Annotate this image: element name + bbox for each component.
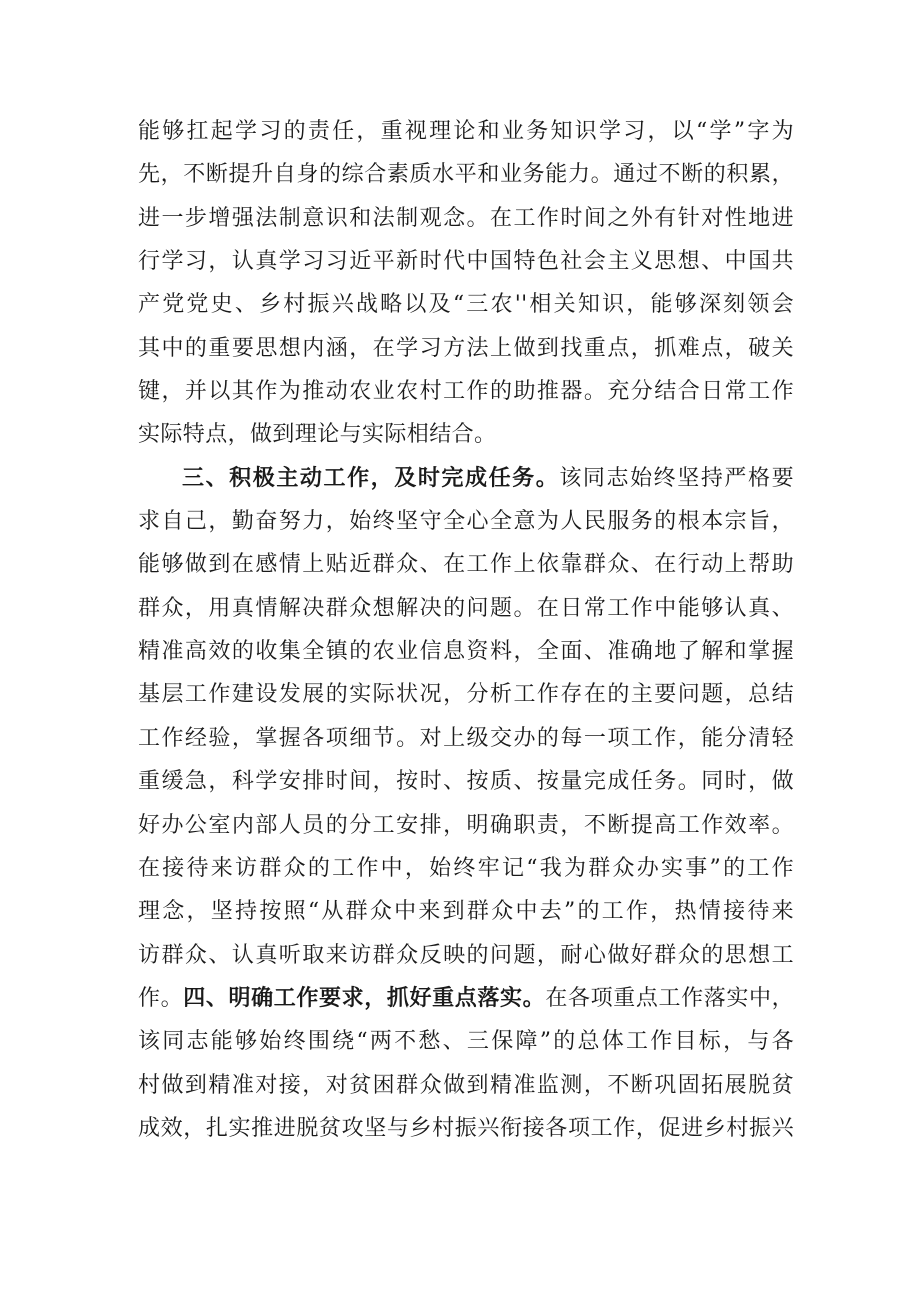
body-text: 求自己，勤奋努力，始终坚守全心全意为人民服务的根本宗旨， bbox=[138, 509, 794, 535]
text-line bbox=[138, 587, 794, 630]
body-text: 好办公室内部人员的分工安排，明确职责，不断提高工作效率。 bbox=[138, 812, 794, 838]
body-text: 在各项重点工作落实中， bbox=[545, 985, 794, 1011]
document-body bbox=[138, 110, 794, 1150]
body-text: 成效，扎实推进脱贫攻坚与乡村振兴衔接各项工作，促进乡村振兴 bbox=[138, 1115, 794, 1141]
body-text: 群众，用真情解决群众想解决的问题。在日常工作中能够认真、 bbox=[138, 595, 794, 621]
body-text: 能够扛起学习的责任，重视理论和业务知识学习，以“学”字为 bbox=[138, 119, 794, 144]
body-text: 重缓急，科学安排时间，按时、按质、按量完成任务。同时，做 bbox=[138, 769, 794, 795]
body-text: 该同志始终坚持严格要 bbox=[559, 465, 794, 491]
text-line bbox=[138, 500, 794, 543]
body-text: 产党党史、乡村振兴战略以及“三农''相关知识，能够深刻领会 bbox=[138, 292, 794, 318]
body-text: 行学习，认真学习习近平新时代中国特色社会主义思想、中国共 bbox=[138, 249, 794, 275]
text-line bbox=[138, 934, 794, 977]
body-text: 作。 bbox=[138, 985, 184, 1011]
text-line bbox=[138, 153, 794, 196]
body-text: 基层工作建设发展的实际状况，分析工作存在的主要问题，总结 bbox=[138, 682, 794, 708]
body-text: 进一步增强法制意识和法制观念。在工作时间之外有针对性地进 bbox=[138, 205, 794, 231]
body-text: 先，不断提升自身的综合素质水平和业务能力。通过不断的积累， bbox=[138, 162, 794, 188]
text-line bbox=[138, 760, 794, 803]
text-line bbox=[138, 717, 794, 760]
text-line bbox=[138, 630, 794, 673]
text-line bbox=[138, 1064, 794, 1107]
body-text: 其中的重要思想内涵，在学习方法上做到找重点，抓难点，破关 bbox=[138, 335, 794, 361]
body-text: 访群众、认真听取来访群众反映的问题，耐心做好群众的思想工 bbox=[138, 942, 794, 968]
body-text: 村做到精准对接，对贫困群众做到精准监测，不断巩固拓展脱贫 bbox=[138, 1072, 794, 1098]
text-line bbox=[138, 370, 794, 413]
section-heading: 三、积极主动工作，及时完成任务。 bbox=[182, 464, 560, 491]
body-text: 能够做到在感情上贴近群众、在工作上依靠群众、在行动上帮助 bbox=[138, 552, 794, 578]
text-line bbox=[138, 847, 794, 890]
text-line bbox=[138, 110, 794, 153]
text-line bbox=[138, 413, 794, 456]
text-line bbox=[138, 240, 794, 283]
body-text: 在接待来访群众的工作中，始终牢记“我为群众办实事”的工作 bbox=[138, 855, 794, 881]
text-line bbox=[138, 327, 794, 370]
section-heading: 四、明确工作要求，抓好重点落实。 bbox=[183, 984, 546, 1011]
text-line bbox=[138, 1020, 794, 1063]
text-line bbox=[138, 804, 794, 847]
body-text: 工作经验，掌握各项细节。对上级交办的每一项工作，能分清轻 bbox=[138, 725, 794, 751]
text-line bbox=[138, 543, 794, 586]
text-line bbox=[138, 977, 794, 1020]
text-line bbox=[138, 197, 794, 240]
text-line bbox=[138, 890, 794, 933]
body-text: 实际特点，做到理论与实际相结合。 bbox=[138, 422, 497, 448]
text-line bbox=[138, 673, 794, 716]
body-text: 键，并以其作为推动农业农村工作的助推器。充分结合日常工作 bbox=[138, 379, 794, 405]
text-line bbox=[138, 1107, 794, 1150]
body-text: 该同志能够始终围绕“两不愁、三保障”的总体工作目标，与各 bbox=[138, 1029, 794, 1055]
body-text: 理念，坚持按照“从群众中来到群众中去”的工作，热情接待来 bbox=[138, 899, 794, 925]
text-line bbox=[138, 283, 794, 326]
body-text: 精准高效的收集全镇的农业信息资料，全面、准确地了解和掌握 bbox=[138, 639, 794, 665]
text-line bbox=[138, 457, 794, 500]
